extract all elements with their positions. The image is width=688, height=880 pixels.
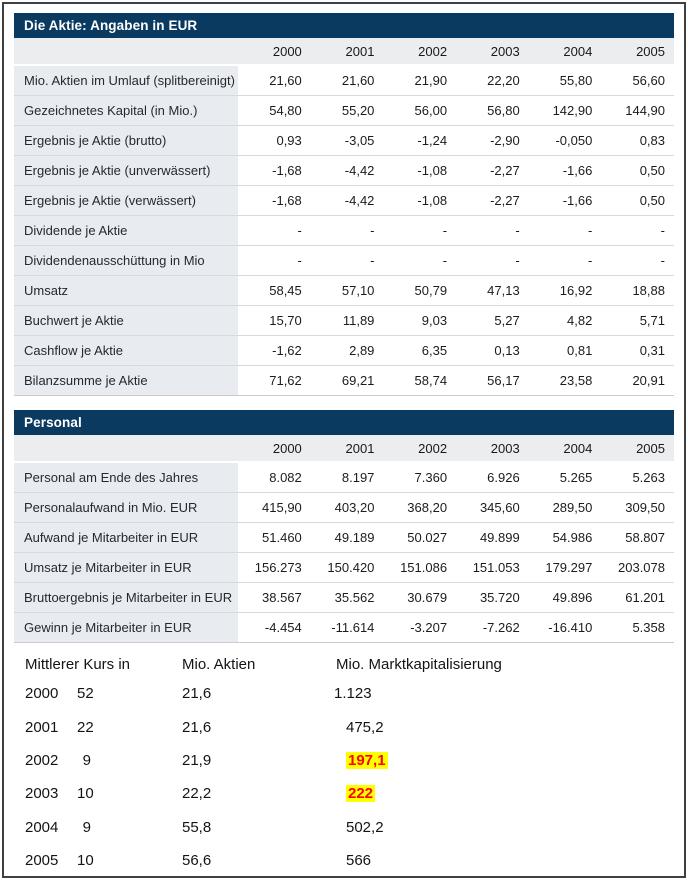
price-row-aktien: 22,2 — [182, 785, 212, 803]
page-frame — [2, 2, 686, 878]
cell-value: 15,70 — [238, 306, 311, 336]
price-row-kurs: 9 — [82, 818, 91, 836]
aktie-table — [14, 38, 674, 396]
cell-value: -1,68 — [238, 156, 311, 186]
table-row — [14, 336, 674, 366]
price-row — [14, 677, 674, 710]
price-row-year: 2003 — [25, 785, 59, 803]
cell-value: 5.263 — [601, 462, 674, 493]
row-label: Umsatz — [14, 276, 238, 306]
row-label: Cashflow je Aktie — [14, 336, 238, 366]
cell-value: 50.027 — [383, 523, 456, 553]
table-row — [14, 126, 674, 156]
personal-section-title: Personal — [14, 410, 674, 435]
price-row-aktien: 21,6 — [182, 685, 212, 703]
table-row — [14, 156, 674, 186]
cell-value: -1,08 — [383, 186, 456, 216]
cell-value: 21,60 — [238, 65, 311, 96]
price-row — [14, 811, 674, 844]
cell-value: 0,81 — [529, 336, 602, 366]
cell-value: 9,03 — [383, 306, 456, 336]
price-row-year: 2000 — [25, 685, 59, 703]
cell-value: 20,91 — [601, 366, 674, 396]
cell-value: 8.082 — [238, 462, 311, 493]
row-label: Gewinn je Mitarbeiter in EUR — [14, 613, 238, 643]
cell-value: 22,20 — [456, 65, 529, 96]
cell-value: 35.562 — [311, 583, 384, 613]
cell-value: -0,050 — [529, 126, 602, 156]
table-row — [14, 523, 674, 553]
year-header: 2004 — [529, 435, 602, 462]
header-marktkapitalisierung: Mio. Marktkapitalisierung — [336, 655, 502, 673]
price-row-aktien: 21,9 — [182, 751, 212, 769]
cell-value: -4,42 — [311, 156, 384, 186]
year-header: 2000 — [238, 435, 311, 462]
cell-value: 69,21 — [311, 366, 384, 396]
row-label: Ergebnis je Aktie (unverwässert) — [14, 156, 238, 186]
row-label: Umsatz je Mitarbeiter in EUR — [14, 553, 238, 583]
cell-value: 56,80 — [456, 96, 529, 126]
cell-value: - — [456, 216, 529, 246]
cell-value: - — [383, 246, 456, 276]
row-label: Dividende je Aktie — [14, 216, 238, 246]
cell-value: 5,71 — [601, 306, 674, 336]
cell-value: 345,60 — [456, 493, 529, 523]
cell-value: 7.360 — [383, 462, 456, 493]
cell-value: 6.926 — [456, 462, 529, 493]
cell-value: 11,89 — [311, 306, 384, 336]
table-row — [14, 216, 674, 246]
cell-value: 50,79 — [383, 276, 456, 306]
cell-value: -2,27 — [456, 186, 529, 216]
cell-value: 16,92 — [529, 276, 602, 306]
price-row-kurs: 52 — [77, 685, 94, 703]
price-row-year: 2001 — [25, 718, 59, 736]
table-row — [14, 186, 674, 216]
cell-value: -3.207 — [383, 613, 456, 643]
price-section — [14, 651, 674, 877]
price-row-marktkap — [334, 752, 388, 769]
cell-value: 4,82 — [529, 306, 602, 336]
cell-value: 156.273 — [238, 553, 311, 583]
cell-value: - — [529, 216, 602, 246]
cell-value: 0,50 — [601, 186, 674, 216]
cell-value: 5.265 — [529, 462, 602, 493]
cell-value: 415,90 — [238, 493, 311, 523]
table-row — [14, 96, 674, 126]
cell-value: -4.454 — [238, 613, 311, 643]
price-section-header — [14, 651, 674, 677]
table-row — [14, 553, 674, 583]
cell-value: - — [601, 216, 674, 246]
cell-value: 61.201 — [601, 583, 674, 613]
aktie-section-title: Die Aktie: Angaben in EUR — [14, 13, 674, 38]
cell-value: -16.410 — [529, 613, 602, 643]
cell-value: 54.986 — [529, 523, 602, 553]
cell-value: 56,17 — [456, 366, 529, 396]
row-label: Personal am Ende des Jahres — [14, 462, 238, 493]
cell-value: -11.614 — [311, 613, 384, 643]
cell-value: -4,42 — [311, 186, 384, 216]
year-header: 2000 — [238, 38, 311, 65]
table-row — [14, 246, 674, 276]
price-row-aktien: 56,6 — [182, 852, 212, 870]
cell-value: 0,13 — [456, 336, 529, 366]
cell-value: 23,58 — [529, 366, 602, 396]
highlighted-value: 222 — [348, 785, 374, 803]
row-label: Aufwand je Mitarbeiter in EUR — [14, 523, 238, 553]
cell-value: 5,27 — [456, 306, 529, 336]
year-header: 2001 — [311, 435, 384, 462]
cell-value: -1,08 — [383, 156, 456, 186]
price-row-kurs: 10 — [77, 852, 94, 870]
table-row — [14, 583, 674, 613]
row-label: Mio. Aktien im Umlauf (splitbereinigt) — [14, 65, 238, 96]
price-row — [14, 744, 674, 777]
row-label: Bilanzsumme je Aktie — [14, 366, 238, 396]
cell-value: 30.679 — [383, 583, 456, 613]
cell-value: - — [383, 216, 456, 246]
cell-value: 5.358 — [601, 613, 674, 643]
cell-value: -1,66 — [529, 156, 602, 186]
cell-value: -1,66 — [529, 186, 602, 216]
price-row-kurs: 9 — [82, 751, 91, 769]
cell-value: 56,60 — [601, 65, 674, 96]
row-label: Ergebnis je Aktie (brutto) — [14, 126, 238, 156]
cell-value: 289,50 — [529, 493, 602, 523]
cell-value: 0,93 — [238, 126, 311, 156]
cell-value: 56,00 — [383, 96, 456, 126]
cell-value: 38.567 — [238, 583, 311, 613]
price-row-year: 2004 — [25, 818, 59, 836]
cell-value: -2,90 — [456, 126, 529, 156]
cell-value: 71,62 — [238, 366, 311, 396]
price-row-marktkap: 1.123 — [334, 685, 372, 703]
cell-value: -1,68 — [238, 186, 311, 216]
cell-value: - — [311, 216, 384, 246]
cell-value: 55,20 — [311, 96, 384, 126]
cell-value: -1,24 — [383, 126, 456, 156]
price-row-aktien: 21,6 — [182, 718, 212, 736]
cell-value: 51.460 — [238, 523, 311, 553]
cell-value: 151.086 — [383, 553, 456, 583]
year-header: 2003 — [456, 38, 529, 65]
price-row-year: 2005 — [25, 852, 59, 870]
cell-value: 2,89 — [311, 336, 384, 366]
cell-value: 144,90 — [601, 96, 674, 126]
cell-value: 142,90 — [529, 96, 602, 126]
cell-value: 49.899 — [456, 523, 529, 553]
cell-value: 58.807 — [601, 523, 674, 553]
cell-value: 54,80 — [238, 96, 311, 126]
header-mio-aktien: Mio. Aktien — [182, 655, 256, 673]
price-row-marktkap: 566 — [346, 852, 372, 870]
price-row-kurs: 22 — [77, 718, 94, 736]
price-row — [14, 844, 674, 877]
cell-value: 368,20 — [383, 493, 456, 523]
price-rows — [14, 677, 674, 877]
cell-value: 21,60 — [311, 65, 384, 96]
cell-value: 35.720 — [456, 583, 529, 613]
corner-cell — [14, 435, 238, 462]
year-header: 2003 — [456, 435, 529, 462]
row-label: Gezeichnetes Kapital (in Mio.) — [14, 96, 238, 126]
table-row — [14, 462, 674, 493]
header-mittlerer-kurs: Mittlerer Kurs in — [25, 655, 131, 673]
cell-value: 8.197 — [311, 462, 384, 493]
year-header: 2001 — [311, 38, 384, 65]
table-row — [14, 306, 674, 336]
price-row-kurs: 10 — [77, 785, 94, 803]
cell-value: 49.896 — [529, 583, 602, 613]
cell-value: 179.297 — [529, 553, 602, 583]
cell-value: 47,13 — [456, 276, 529, 306]
cell-value: - — [238, 216, 311, 246]
year-header: 2002 — [383, 435, 456, 462]
cell-value: 55,80 — [529, 65, 602, 96]
highlighted-value: 197,1 — [348, 751, 386, 769]
cell-value: - — [456, 246, 529, 276]
personal-table — [14, 435, 674, 643]
year-header: 2004 — [529, 38, 602, 65]
table-row — [14, 613, 674, 643]
table-row — [14, 366, 674, 396]
price-row — [14, 777, 674, 810]
cell-value: 150.420 — [311, 553, 384, 583]
cell-value: 57,10 — [311, 276, 384, 306]
cell-value: - — [601, 246, 674, 276]
year-header: 2005 — [601, 38, 674, 65]
cell-value: 309,50 — [601, 493, 674, 523]
aktie-section — [14, 13, 674, 396]
cell-value: -7.262 — [456, 613, 529, 643]
row-label: Dividendenausschüttung in Mio — [14, 246, 238, 276]
price-row-marktkap — [334, 785, 375, 802]
price-row-marktkap: 475,2 — [346, 718, 384, 736]
personal-section — [14, 410, 674, 643]
cell-value: 0,31 — [601, 336, 674, 366]
year-header: 2002 — [383, 38, 456, 65]
row-label: Bruttoergebnis je Mitarbeiter in EUR — [14, 583, 238, 613]
year-header-row — [14, 38, 674, 65]
cell-value: 58,45 — [238, 276, 311, 306]
cell-value: -1,62 — [238, 336, 311, 366]
year-header: 2005 — [601, 435, 674, 462]
table-row — [14, 65, 674, 96]
table-row — [14, 276, 674, 306]
cell-value: 0,50 — [601, 156, 674, 186]
row-label: Personalaufwand in Mio. EUR — [14, 493, 238, 523]
corner-cell — [14, 38, 238, 65]
table-row — [14, 493, 674, 523]
cell-value: 49.189 — [311, 523, 384, 553]
year-header-row — [14, 435, 674, 462]
cell-value: - — [238, 246, 311, 276]
price-row-marktkap: 502,2 — [346, 818, 384, 836]
cell-value: -3,05 — [311, 126, 384, 156]
cell-value: - — [311, 246, 384, 276]
row-label: Ergebnis je Aktie (verwässert) — [14, 186, 238, 216]
cell-value: 203.078 — [601, 553, 674, 583]
price-row-year: 2002 — [25, 751, 59, 769]
cell-value: 403,20 — [311, 493, 384, 523]
cell-value: - — [529, 246, 602, 276]
cell-value: 21,90 — [383, 65, 456, 96]
row-label: Buchwert je Aktie — [14, 306, 238, 336]
price-row — [14, 710, 674, 743]
cell-value: 0,83 — [601, 126, 674, 156]
cell-value: 6,35 — [383, 336, 456, 366]
cell-value: -2,27 — [456, 156, 529, 186]
cell-value: 58,74 — [383, 366, 456, 396]
cell-value: 18,88 — [601, 276, 674, 306]
price-row-aktien: 55,8 — [182, 818, 212, 836]
cell-value: 151.053 — [456, 553, 529, 583]
